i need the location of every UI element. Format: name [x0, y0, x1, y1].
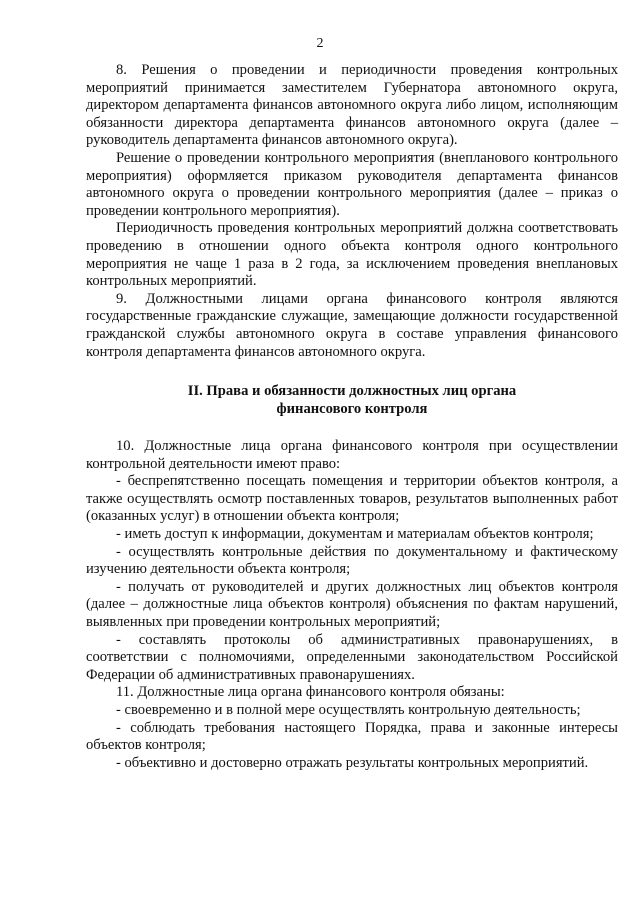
document-body [86, 62, 618, 772]
list-item: - соблюдать требования настоящего Порядка, права и законные интересы объектов контроля; [86, 719, 618, 754]
paragraph-11-intro: 11. Должностные лица органа финансового контроля обязаны: [116, 684, 505, 701]
section-heading-line-1: II. Права и обязанности должностных лиц органа [187, 383, 517, 400]
paragraph-8-decision: Решение о проведении контрольного мероприятия (внепланового контрольного мероприятия) оформляется приказом руководителя департамента финансов автономного округа о проведении контрольного мероприятия (далее – приказ о проведении контрольного мероприятия). [86, 149, 618, 219]
paragraph-9: 9. Должностными лицами органа финансового контроля являются государственные гражданские служащие, замещающие должности государственной гражданской службы автономного округа в составе управления финансового контроля департамента финансов автономного округа. [86, 290, 618, 360]
list-item: - составлять протоколы об административных правонарушениях, в соответствии с полномочиями, определенными законодательством Российской Федерации об административных правонарушениях. [86, 631, 618, 683]
page-number: 2 [316, 36, 324, 51]
list-item: - своевременно и в полной мере осуществлять контрольную деятельность; [116, 702, 581, 718]
section-heading-line-2: финансового контроля [276, 401, 428, 418]
list-item: - объективно и достоверно отражать результаты контрольных мероприятий. [116, 754, 589, 771]
paragraph-8: 8. Решения о проведении и периодичности проведения контрольных мероприятий принимается заместителем Губернатора автономного округа, директором департамента финансов автономного округа либо лицом, исполняющим обязанности директора департамента финансов автономного округа (далее – руководитель департамента финансов автономного округа). [86, 62, 618, 149]
list-item: - иметь доступ к информации, документам и материалам объектов контроля; [116, 526, 594, 543]
paragraph-10-intro: 10. Должностные лица органа финансового контроля при осуществлении контрольной деятельности имеют право: [86, 438, 618, 472]
paragraph-8-periodicity: Периодичность проведения контрольных мероприятий должна соответствовать проведению в отношении одного объекта контроля одного контрольного мероприятия не чаще 1 раза в 2 года, за исключением проведения внеплановых контрольных мероприятий. [86, 220, 618, 290]
list-item: - беспрепятственно посещать помещения и территории объектов контроля, а также осуществлять осмотр поставленных товаров, результатов выполненных работ (оказанных услуг) в отношении объекта контроля; [86, 473, 618, 525]
list-item: - осуществлять контрольные действия по документальному и фактическому изучению деятельности объекта контроля; [86, 543, 618, 578]
section-heading [86, 382, 618, 418]
list-item: - получать от руководителей и других должностных лиц объектов контроля (далее – должностные лица объектов контроля) объяснения по фактам нарушений, выявленных при проведении контрольных мероприятий; [86, 578, 618, 631]
